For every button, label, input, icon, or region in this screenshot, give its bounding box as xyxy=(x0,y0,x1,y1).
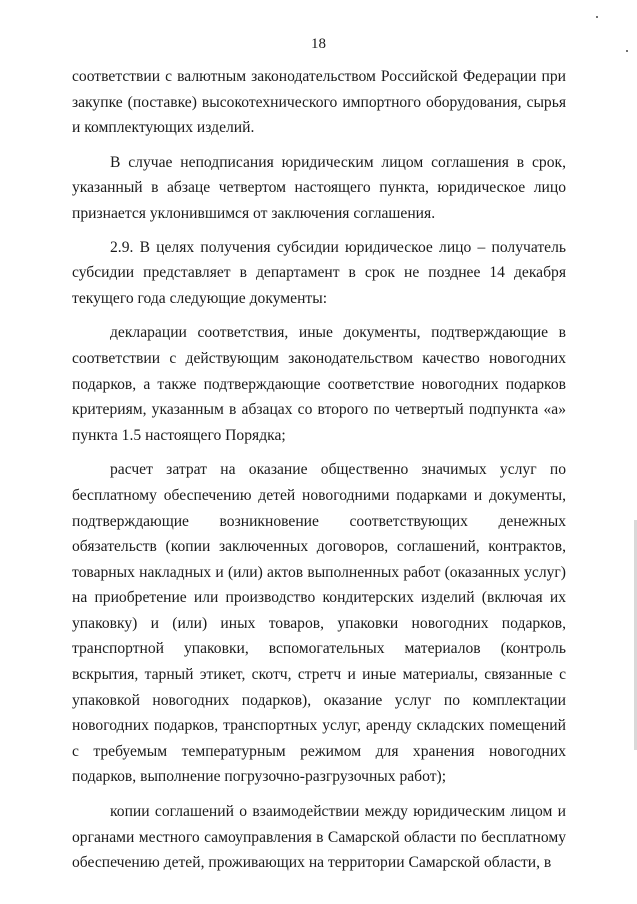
scan-speck xyxy=(596,16,598,18)
paragraph-2-9: 2.9. В целях получения субсидии юридическое лицо – получатель субсидии представляет в департамент в срок не позднее 14 декабря текущего года следующие документы: xyxy=(72,238,566,307)
document-body xyxy=(72,64,566,876)
page-number: 18 xyxy=(311,36,326,52)
paragraph-agreements: копии соглашений о взаимодействии между юридическим лицом и органами местного самоуправления в Самарской области по бесплатному обеспечению детей, проживающих на территории Самарской области, в xyxy=(72,803,566,872)
paragraph-nonsigning: В случае неподписания юридическим лицом соглашения в срок, указанный в абзаце четвертом настоящего пункта, юридическое лицо признается уклонившимся от заключения соглашения. xyxy=(72,153,566,222)
paragraph-continuation: соответствии с валютным законодательством Российской Федерации при закупке (поставке) высокотехнического импортного оборудования, сырья и комплектующих изделий. xyxy=(72,68,566,137)
scan-speck xyxy=(626,50,628,52)
paragraph-cost-calculation: расчет затрат на оказание общественно значимых услуг по бесплатному обеспечению детей новогодними подарками и документы, подтверждающие возникновение соответствующих денежных обязательств (копии заключенных договоров, соглашений, контрактов, товарных накладных и (или) актов выполненных работ (оказанных услуг) на приобретение или производство кондитерских изделий (включая их упаковку) и (или) иных товаров, упаковки новогодних подарков, транспортной упаковки, вспомогательных материалов (контроль вскрытия, тарный этикет, скотч, стретч и иные материалы, связанные с упаковкой новогодних подарков), оказание услуг по комплектации новогодних подарков, транспортных услуг, аренду складских помещений с требуемым температурным режимом для хранения новогодних подарков, выполнение погрузочно-разгрузочных работ); xyxy=(72,461,566,786)
paragraph-declarations: декларации соответствия, иные документы, подтверждающие в соответствии с действующим законодательством качество новогодних подарков, а также подтверждающие соответствие новогодних подарков критериям, указанным в абзацах со второго по четвертый подпункта «а» пункта 1.5 настоящего Порядка; xyxy=(72,324,566,444)
